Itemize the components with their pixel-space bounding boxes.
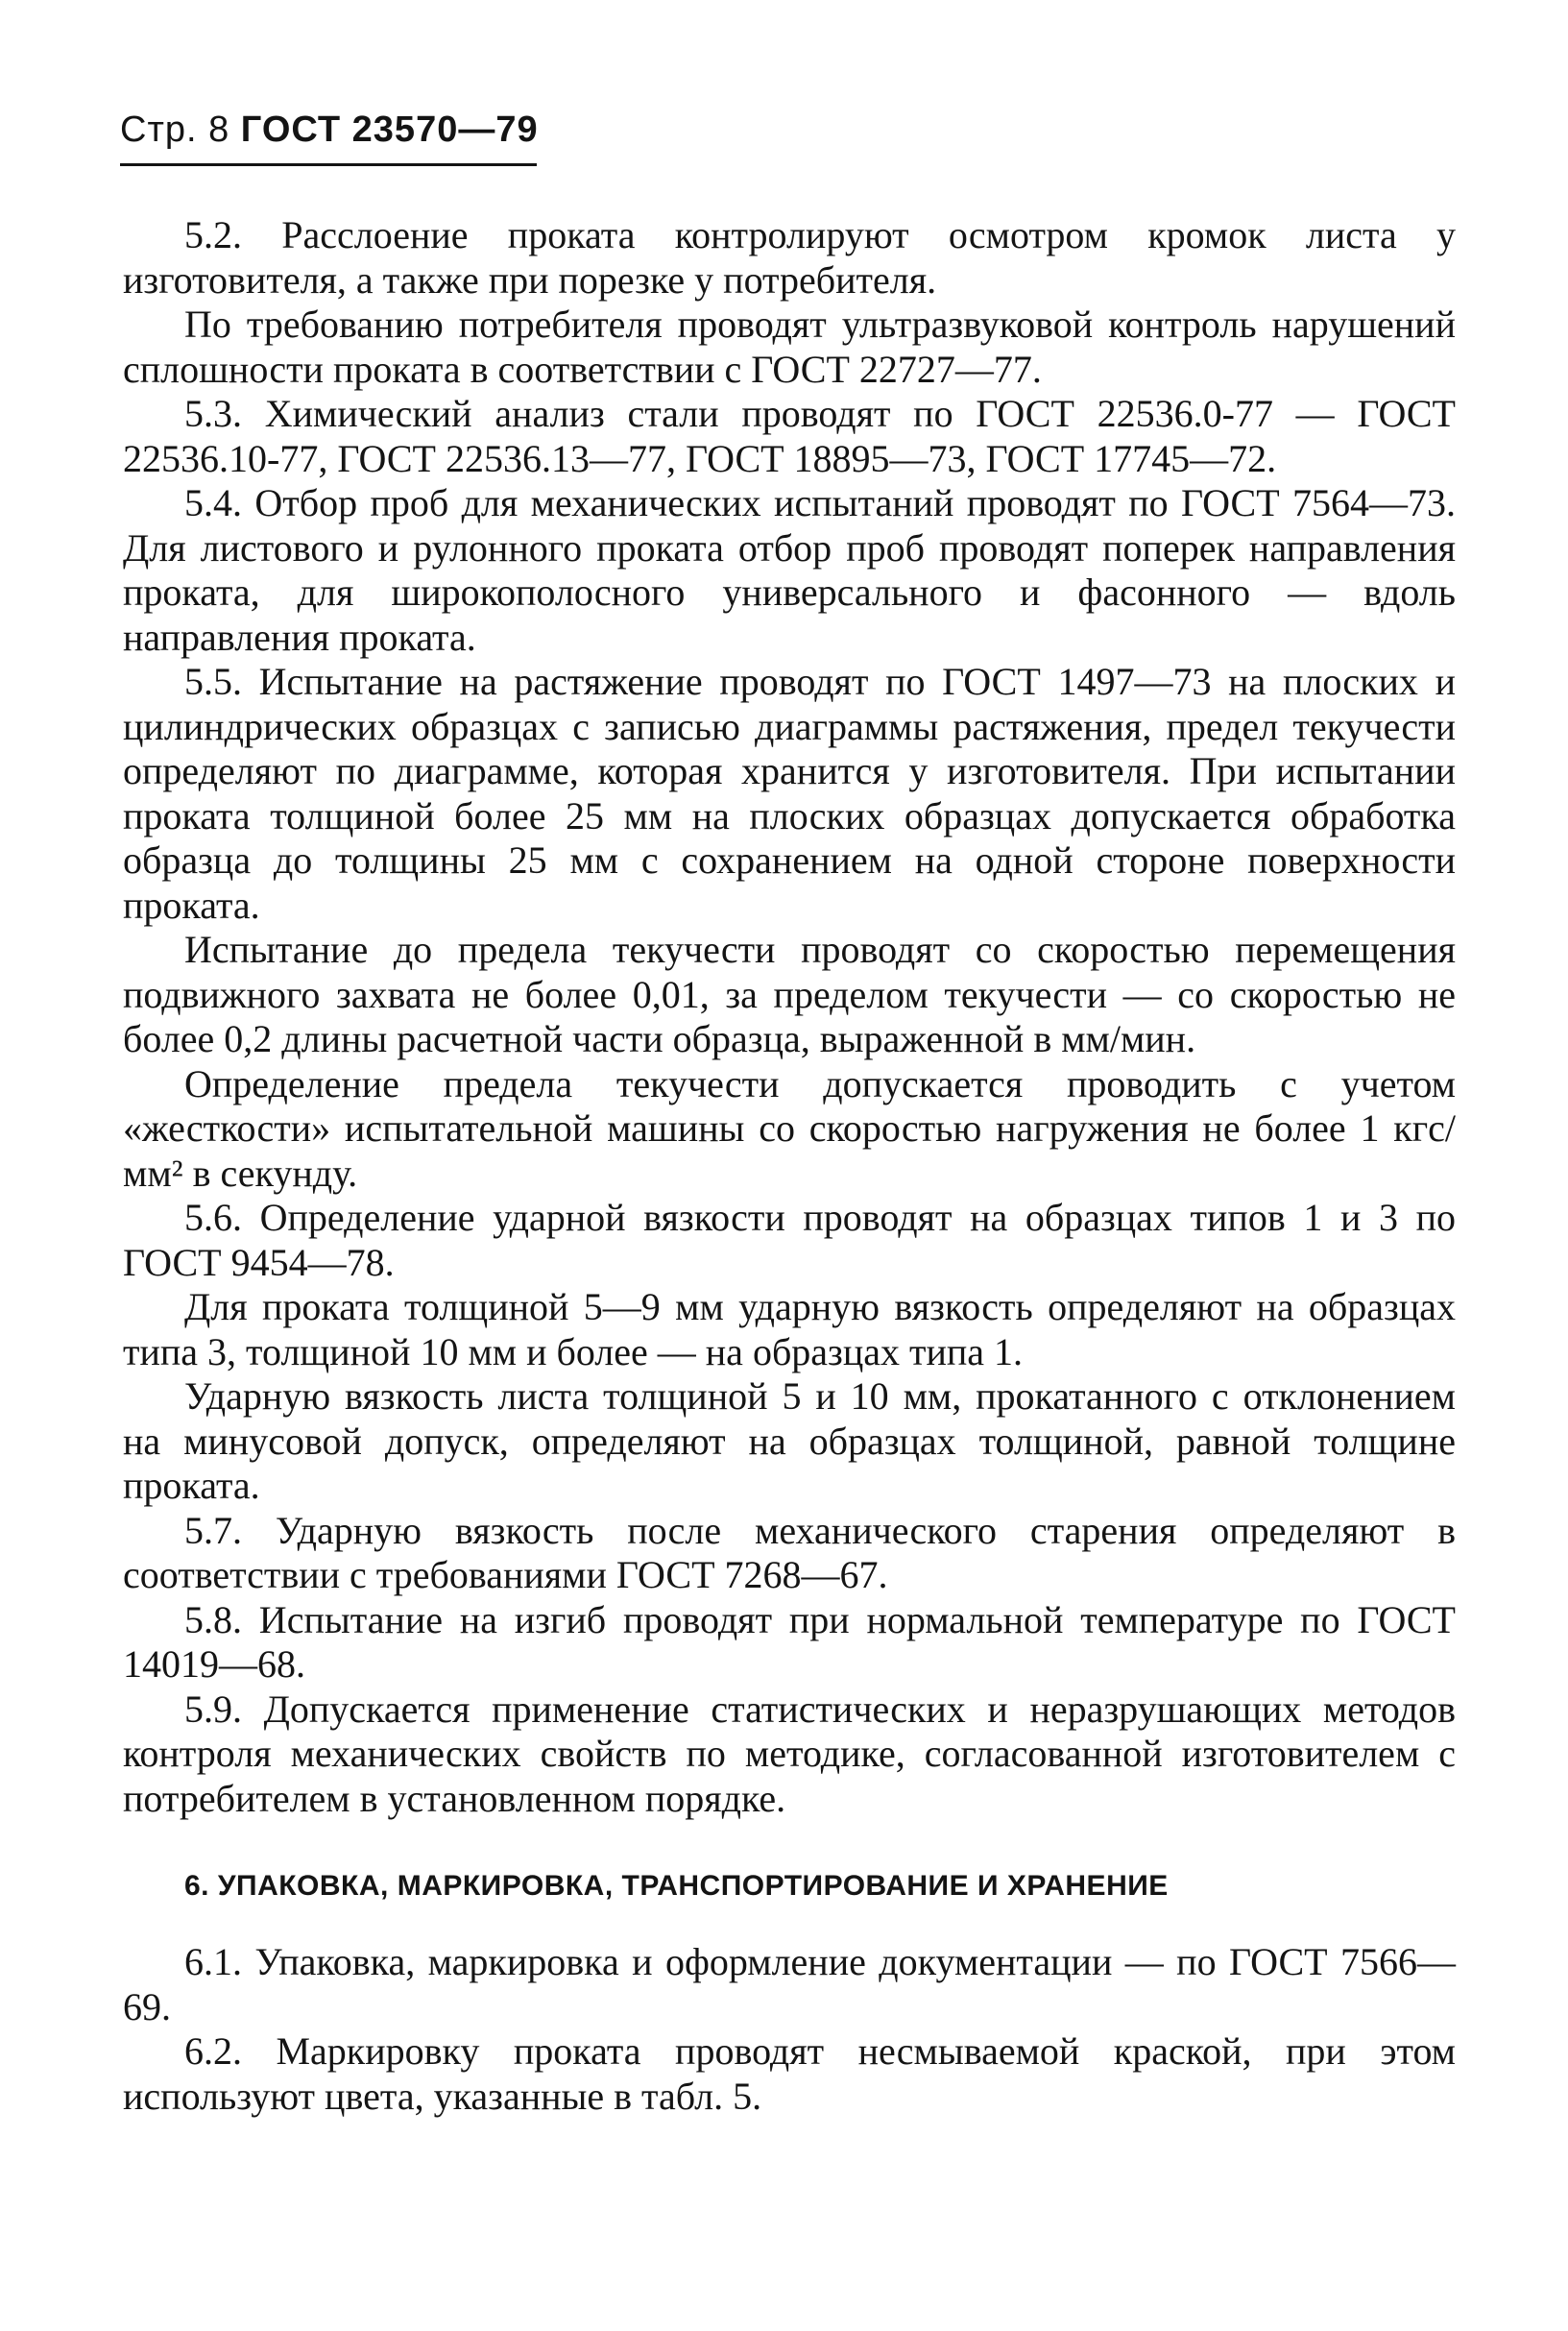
paragraph-5-5: 5.5. Испытание на растяжение проводят по ГОСТ 1497—73 на плоских и цилиндрических образцах с записью диаграммы растяжения, предел текучести определяют по диаграмме, которая хранится у изготовителя. При испытании проката толщиной более 25 мм на плоских образцах допускается обработка образца до толщины 25 мм с сохранением на одной стороне поверхности проката.: [123, 660, 1456, 927]
paragraph-machine-stiffness: Определение предела текучести допускается проводить с учетом «жесткости» испытательной машины со скоростью нагружения не более 1 кгс/мм² в секунду.: [123, 1061, 1456, 1195]
paragraph-5-4: 5.4. Отбор проб для механических испытаний проводят по ГОСТ 7564—73. Для листового и рулонного проката отбор проб проводят поперек направления проката, для широкополосного универсального и фасонного — вдоль направления проката.: [123, 481, 1456, 659]
paragraph-yield-speed: Испытание до предела текучести проводят со скоростью перемещения подвижного захвата не более 0,01, за пределом текучести — со скоростью не более 0,2 длины расчетной части образца, выраженной в мм/мин.: [123, 928, 1456, 1060]
paragraph-5-2: 5.2. Расслоение проката контролируют осмотром кромок листа у изготовителя, а также при порезке у потребителя.: [123, 213, 1456, 302]
paragraph-5-3: 5.3. Химический анализ стали проводят по ГОСТ 22536.0-77 — ГОСТ 22536.10-77, ГОСТ 22536.13—77, ГОСТ 18895—73, ГОСТ 17745—72.: [123, 392, 1456, 480]
body-text: [123, 213, 1456, 2119]
standard-id: ГОСТ 23570—79: [240, 109, 539, 150]
paragraph-6-2: 6.2. Маркировку проката проводят несмываемой краской, при этом используют цвета, указанные в табл. 5.: [123, 2029, 1456, 2118]
page-header: [120, 111, 539, 148]
paragraph-5-6: 5.6. Определение ударной вязкости проводят на образцах типов 1 и 3 по ГОСТ 9454—78.: [123, 1196, 1456, 1284]
paragraph-6-1: 6.1. Упаковка, маркировка и оформление документации — по ГОСТ 7566—69.: [123, 1940, 1456, 2028]
paragraph-impact-minus-tolerance: Ударную вязкость листа толщиной 5 и 10 мм, прокатанного с отклонением на минусовой допуск, определяют на образцах толщиной, равной толщине проката.: [123, 1374, 1456, 1507]
page-number-label: Стр. 8: [120, 109, 230, 150]
paragraph-ultrasonic: По требованию потребителя проводят ультразвуковой контроль нарушений сплошности проката в соответствии с ГОСТ 22727—77.: [123, 303, 1456, 391]
paragraph-5-8: 5.8. Испытание на изгиб проводят при нормальной температуре по ГОСТ 14019—68.: [123, 1597, 1456, 1686]
paragraph-impact-thickness: Для проката толщиной 5—9 мм ударную вязкость определяют на образцах типа 3, толщиной 10 мм и более — на образцах типа 1.: [123, 1285, 1456, 1373]
header-rule: [120, 163, 537, 166]
section-6-heading: 6. УПАКОВКА, МАРКИРОВКА, ТРАНСПОРТИРОВАНИЕ И ХРАНЕНИЕ: [184, 1870, 1169, 1902]
paragraph-5-9: 5.9. Допускается применение статистических и неразрушающих методов контроля механических свойств по методике, согласованной изготовителем с потребителем в установленном порядке.: [123, 1687, 1456, 1820]
paragraph-5-7: 5.7. Ударную вязкость после механического старения определяют в соответствии с требованиями ГОСТ 7268—67.: [123, 1508, 1456, 1596]
